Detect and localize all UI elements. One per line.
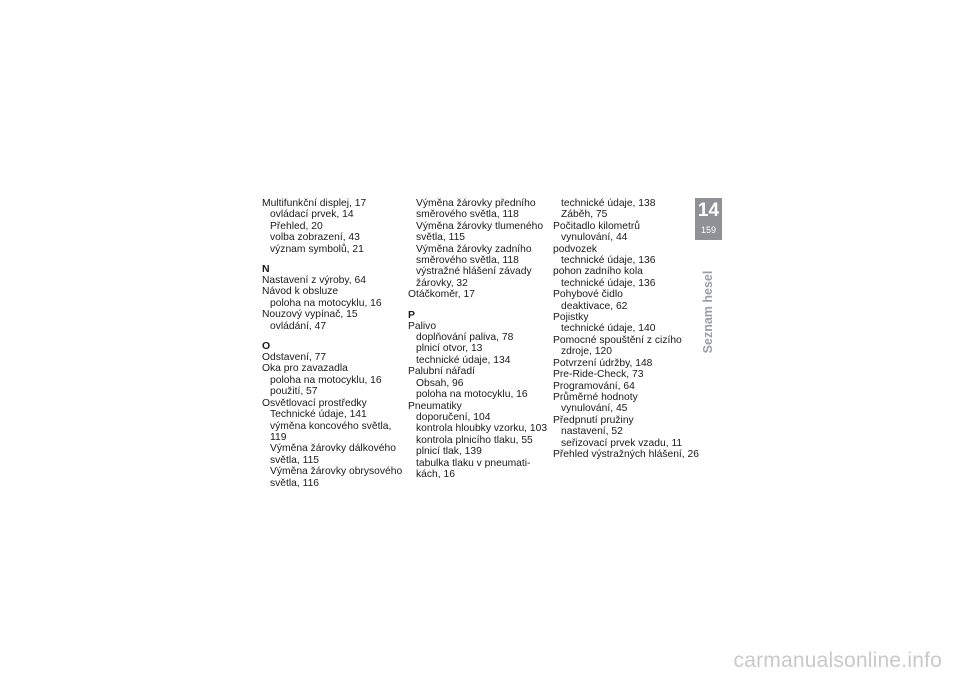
- index-subentry: vynulování, 44: [561, 232, 628, 244]
- index-column-1: [262, 198, 410, 489]
- index-entry: Nouzový vypínač, 15: [262, 309, 358, 321]
- index-subentry: Záběh, 75: [561, 209, 608, 221]
- index-subentry: směrového světla, 118: [416, 255, 519, 267]
- index-subentry: světla, 115: [270, 454, 320, 466]
- index-entry: podvozek: [553, 243, 598, 255]
- index-subentry: technické údaje, 138: [561, 198, 656, 209]
- index-column-2: [408, 198, 556, 480]
- index-subentry: volba zobrazení, 43: [270, 232, 360, 244]
- chapter-title: Seznam hesel: [701, 270, 715, 354]
- index-subentry: technické údaje, 140: [561, 323, 656, 335]
- index-entry: Pojistky: [553, 312, 589, 324]
- index-subentry: žárovky, 32: [416, 277, 468, 289]
- index-subentry: poloha na motocyklu, 16: [416, 389, 528, 401]
- index-entry: Osvětlovací prostředky: [262, 397, 367, 409]
- index-subentry: Výměna žárovky předního: [416, 198, 536, 209]
- index-entry: Pohybové čidlo: [553, 289, 623, 301]
- index-subentry: technické údaje, 136: [561, 255, 656, 267]
- index-subentry: výměna koncového světla, 119: [270, 420, 392, 443]
- index-entry: pohon zadního kola: [553, 266, 643, 278]
- index-subentry: technické údaje, 136: [561, 277, 656, 289]
- index-subentry: Obsah, 96: [416, 377, 464, 389]
- index-entry: Přehled výstražných hlášení, 26: [553, 448, 699, 460]
- index-entry: Nastavení z výroby, 64: [262, 275, 366, 287]
- index-subentry: doplňování paliva, 78: [416, 332, 514, 344]
- index-entry: Programování, 64: [553, 380, 635, 392]
- index-subentry: použití, 57: [270, 386, 318, 398]
- watermark: carmanualsonline.info: [733, 649, 942, 672]
- index-subentry: Výměna žárovky dálkového: [270, 443, 396, 455]
- index-entry: Multifunkční displej, 17: [262, 198, 367, 209]
- index-subentry: ovládání, 47: [270, 320, 327, 332]
- index-entry: Předpnutí pružiny: [553, 414, 634, 426]
- chapter-tab: [695, 198, 722, 240]
- index-subentry: vynulování, 45: [561, 403, 628, 415]
- index-entry: Odstavení, 77: [262, 352, 327, 364]
- index-column-3: [553, 198, 701, 460]
- index-subentry: Výměna žárovky tlumeného: [416, 220, 544, 232]
- index-subentry: kontrola plnicího tlaku, 55: [416, 434, 533, 446]
- index-letter-heading: N: [262, 263, 270, 276]
- page-number: 159: [700, 225, 717, 235]
- index-subentry: výstražné hlášení závady: [416, 266, 532, 278]
- index-letter-heading: P: [408, 308, 416, 321]
- index-subentry: plnicí tlak, 139: [416, 446, 482, 458]
- index-subentry: význam symbolů, 21: [270, 243, 364, 255]
- index-entry: Pneumatiky: [408, 400, 462, 412]
- index-subentry: poloha na motocyklu, 16: [270, 374, 382, 386]
- index-entry: Pre-Ride-Check, 73: [553, 369, 644, 381]
- index-subentry: poloha na motocyklu, 16: [270, 297, 382, 309]
- index-entry: Návod k obsluze: [262, 286, 339, 298]
- index-subentry: seřizovací prvek vzadu, 11: [561, 437, 683, 449]
- index-subentry: kontrola hloubky vzorku, 103: [416, 423, 548, 435]
- index-subentry: Přehled, 20: [270, 220, 323, 232]
- index-subentry: nastavení, 52: [561, 426, 623, 438]
- index-subentry: Výměna žárovky zadního: [416, 243, 532, 255]
- index-subentry: Výměna žárovky obrysového: [270, 466, 403, 478]
- index-entry: Pomocné spouštění z cizího: [553, 334, 682, 346]
- index-subentry: kách, 16: [416, 468, 455, 480]
- index-subentry: technické údaje, 134: [416, 354, 511, 366]
- index-entry: Potvrzení údržby, 148: [553, 357, 653, 369]
- index-entry: Průměrné hodnoty: [553, 391, 638, 403]
- index-subentry: Technické údaje, 141: [270, 409, 367, 421]
- index-subentry: ovládací prvek, 14: [270, 209, 354, 221]
- index-subentry: světla, 115: [416, 232, 466, 244]
- index-subentry: tabulka tlaku v pneumati-: [416, 457, 531, 469]
- chapter-number: 14: [697, 200, 720, 221]
- index-entry: Palivo: [408, 320, 437, 332]
- index-subentry: zdroje, 120: [561, 346, 612, 358]
- index-subentry: plnicí otvor, 13: [416, 343, 483, 355]
- index-entry: Oka pro zavazadla: [262, 363, 348, 375]
- index-entry: Otáčkoměr, 17: [408, 289, 475, 301]
- index-subentry: doporučení, 104: [416, 411, 491, 423]
- index-subentry: směrového světla, 118: [416, 209, 519, 221]
- index-subentry: světla, 116: [270, 477, 320, 489]
- index-entry: Palubní nářadí: [408, 366, 475, 378]
- index-subentry: deaktivace, 62: [561, 300, 628, 312]
- index-letter-heading: O: [262, 340, 271, 353]
- index-entry: Počitadlo kilometrů: [553, 220, 640, 232]
